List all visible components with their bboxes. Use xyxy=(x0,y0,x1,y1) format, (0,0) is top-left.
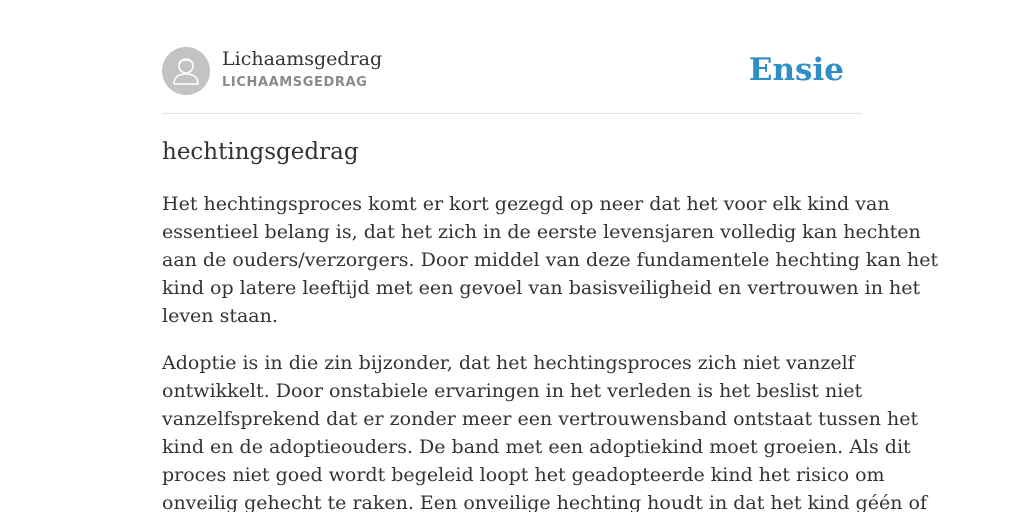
author-name[interactable]: Lichaamsgedrag xyxy=(222,48,383,70)
paragraph-line: Adoptie is in die zin bijzonder, dat het hechtingsproces zich niet vanzelf xyxy=(162,352,855,374)
paragraph-line: onveilig gehecht te raken. Een onveilige hechting houdt in dat het kind géén of xyxy=(162,492,928,512)
article-body xyxy=(162,190,939,512)
author-category[interactable]: LICHAAMSGEDRAG xyxy=(222,75,368,90)
article-header xyxy=(162,47,862,113)
paragraph-line: vanzelfsprekend dat er zonder meer een vertrouwensband ontstaat tussen het xyxy=(162,408,919,430)
paragraph-line: proces niet goed wordt begeleid loopt het geadopteerde kind het risico om xyxy=(162,464,885,486)
paragraph-line: kind en de adoptieouders. De band met een adoptiekind moet groeien. Als dit xyxy=(162,436,911,458)
article-paragraph-2 xyxy=(162,349,928,512)
page-title: hechtingsgedrag xyxy=(162,139,359,165)
header-divider xyxy=(162,113,862,114)
paragraph-line: leven staan. xyxy=(162,305,278,327)
ensie-logo[interactable]: Ensie xyxy=(748,52,844,88)
user-silhouette-icon xyxy=(162,47,210,95)
paragraph-line: aan de ouders/verzorgers. Door middel van deze fundamentele hechting kan het xyxy=(162,249,939,271)
article-paragraph-1 xyxy=(162,190,939,330)
paragraph-line: Het hechtingsproces komt er kort gezegd op neer dat het voor elk kind van xyxy=(162,193,890,215)
paragraph-line: essentieel belang is, dat het zich in de eerste levensjaren volledig kan hechten xyxy=(162,221,921,243)
paragraph-line: kind op latere leeftijd met een gevoel van basisveiligheid en vertrouwen in het xyxy=(162,277,921,299)
author-avatar[interactable] xyxy=(162,47,210,95)
paragraph-line: ontwikkelt. Door onstabiele ervaringen in het verleden is het beslist niet xyxy=(162,380,863,402)
